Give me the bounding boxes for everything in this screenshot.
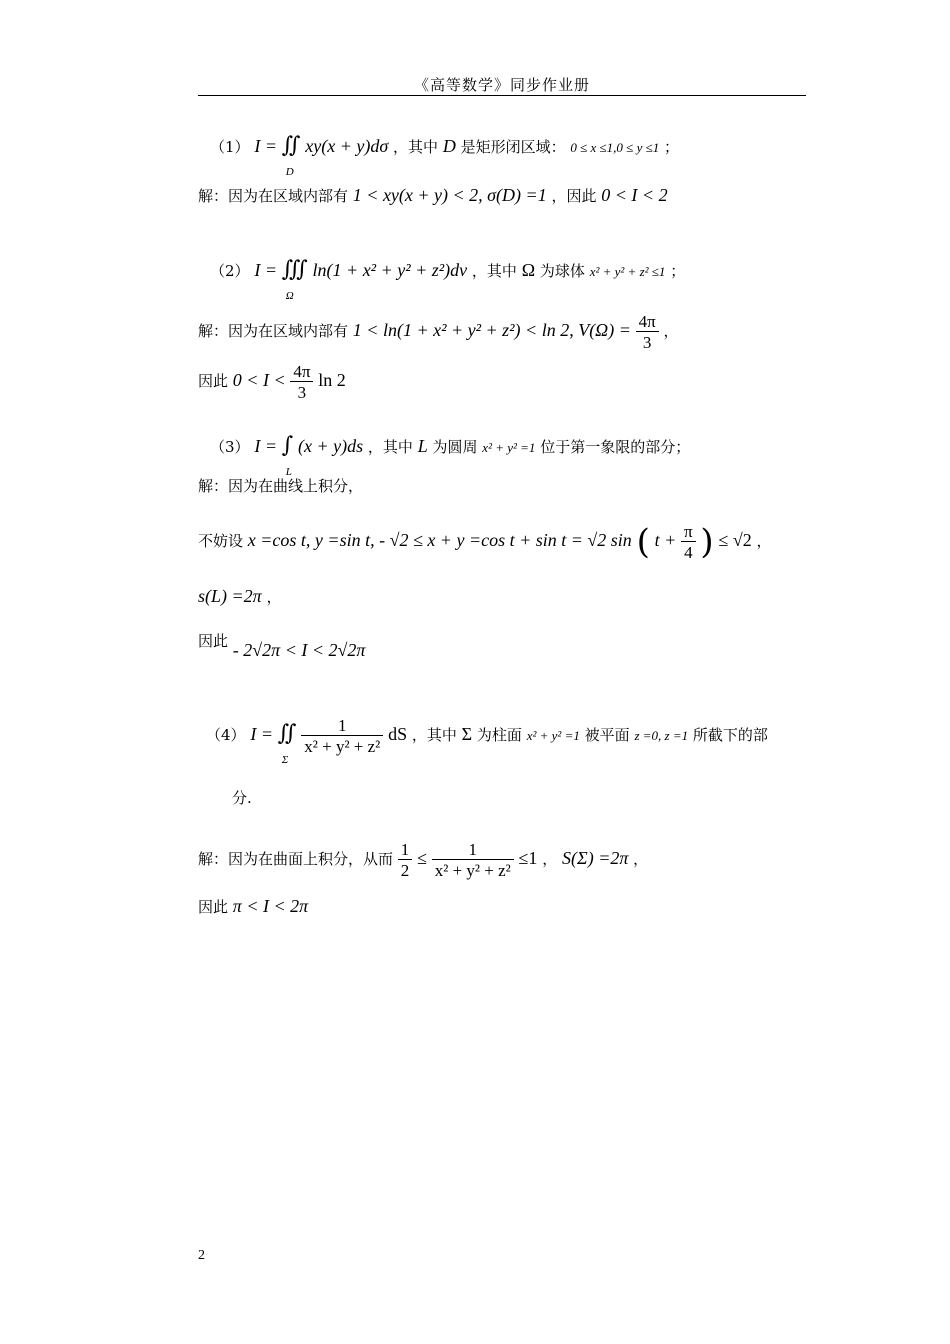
inequality-bound: ≤1 [518, 848, 538, 868]
problem-4-result [198, 896, 308, 917]
text: ， [756, 532, 772, 550]
domain-condition: x² + y² + z² ≤1 [589, 264, 666, 279]
double-integral-sign: ∬ D [281, 133, 301, 178]
integrand: ln(1 + x² + y² + z²)dv [312, 260, 468, 280]
result-prefix: 因此 [198, 632, 229, 650]
text: ； [664, 138, 680, 156]
problem-3-result [198, 630, 366, 660]
solution-formula: 1 < xy(x + y) < 2, σ(D) =1 [352, 185, 547, 205]
problem-3-parametrization [198, 522, 772, 562]
problem-label: （1） [210, 138, 250, 156]
problem-4-solution [198, 840, 648, 880]
text: ， [542, 850, 558, 868]
problem-3-statement [210, 433, 691, 478]
fraction-half: $\frac{1}{2}$ [398, 840, 413, 880]
length-formula: s(L) =2π [198, 586, 262, 606]
result-formula: π < I < 2π [232, 896, 309, 916]
solution-formula: 1 < ln(1 + x² + y² + z²) < ln 2, V(Ω) = [352, 320, 631, 340]
solution-text: ，因此 [551, 187, 597, 205]
text: 为球体 [539, 262, 585, 280]
fraction: $\frac{4\pi}{3}$ [636, 312, 659, 352]
domain-variable: L [417, 436, 428, 456]
fraction: $\frac{\pi}{4}$ [681, 522, 696, 562]
integrand: xy(x + y)dσ [305, 136, 389, 156]
text: 为圆周 [432, 438, 478, 456]
problem-4-statement [206, 716, 768, 766]
domain-variable: D [442, 136, 456, 156]
domain-variable: Ω [521, 260, 536, 280]
problem-4-continuation: 分. [232, 789, 252, 807]
fraction: $\frac{1}{\text{x² + y² + z²}}$ [301, 716, 383, 756]
solution-text: 解：因为在曲面上积分，从而 [198, 850, 394, 868]
problem-1-statement [210, 133, 680, 178]
text: ； [670, 262, 686, 280]
problem-label: （3） [210, 438, 250, 456]
right-paren: ) [700, 522, 714, 562]
problem-1-solution [198, 185, 668, 206]
text: ，其中 [367, 438, 413, 456]
fraction: $\frac{4\pi}{3}$ [290, 362, 313, 402]
solution-result: 0 < I < 2 [601, 185, 668, 205]
result-rhs: ln 2 [318, 370, 346, 390]
problem-3-solution-intro: 解：因为在曲线上积分， [198, 477, 364, 495]
formula-lhs: I = [250, 724, 273, 744]
text: ， [266, 588, 282, 606]
formula-lhs: I = [254, 436, 277, 456]
domain-condition: 0 ≤ x ≤1,0 ≤ y ≤1 [570, 140, 660, 155]
problem-2-solution [198, 312, 679, 352]
text: 位于第一象限的部分； [540, 438, 691, 456]
text: ， [633, 850, 649, 868]
text: 被平面 [584, 726, 630, 744]
text: 为柱面 [476, 726, 522, 744]
solution-text: 解：因为在区域内部有 [198, 187, 349, 205]
triple-integral-sign: ∭ Ω [281, 257, 308, 302]
result-formula: - 2√2π < I < 2√2π [232, 640, 366, 660]
header-rule [198, 95, 806, 96]
formula-lhs: I = [254, 260, 277, 280]
problem-3-curve-length [198, 586, 281, 607]
parametrization-formula: x =cos t, y =sin t, - √2 ≤ x + y =cos t + sin t = √2 sin [247, 530, 632, 550]
result-prefix: 因此 [198, 372, 229, 390]
integral-tail: dS [388, 724, 408, 744]
page-number: 2 [198, 1248, 205, 1263]
text: 是矩形闭区域： [460, 138, 566, 156]
area-formula: S(Σ) =2π [562, 848, 629, 868]
integrand: (x + y)ds [298, 436, 364, 456]
curve-condition: x² + y² =1 [482, 440, 536, 455]
line-integral-sign: ∫ L [281, 433, 294, 478]
problem-label: （2） [210, 262, 250, 280]
result-prefix: 因此 [198, 898, 229, 916]
domain-variable: Σ [461, 724, 473, 744]
solution-text: ， [663, 322, 679, 340]
plane-condition: z =0, z =1 [634, 728, 689, 743]
surface-integral-sign: ∬ Σ [277, 721, 297, 766]
text: ，其中 [411, 726, 457, 744]
bound: ≤ √2 [718, 530, 752, 550]
fraction: $\frac{1}{\text{x² + y² + z²}}$ [432, 840, 514, 880]
formula-lhs: I = [254, 136, 277, 156]
left-paren: ( [636, 522, 650, 562]
solution-text: 解：因为在区域内部有 [198, 322, 349, 340]
result-lhs: 0 < I < [232, 370, 286, 390]
problem-2-statement [210, 257, 686, 302]
inequality-sign: ≤ [417, 848, 427, 868]
let-prefix: 不妨设 [198, 532, 244, 550]
problem-2-result [198, 362, 346, 402]
surface-condition: x² + y² =1 [526, 728, 580, 743]
problem-label: （4） [206, 726, 246, 744]
paren-content: t + [654, 530, 677, 550]
text: 所截下的部 [692, 726, 768, 744]
text: ，其中 [393, 138, 439, 156]
text: ，其中 [471, 262, 517, 280]
page-header: 《高等数学》同步作业册 [413, 76, 590, 94]
